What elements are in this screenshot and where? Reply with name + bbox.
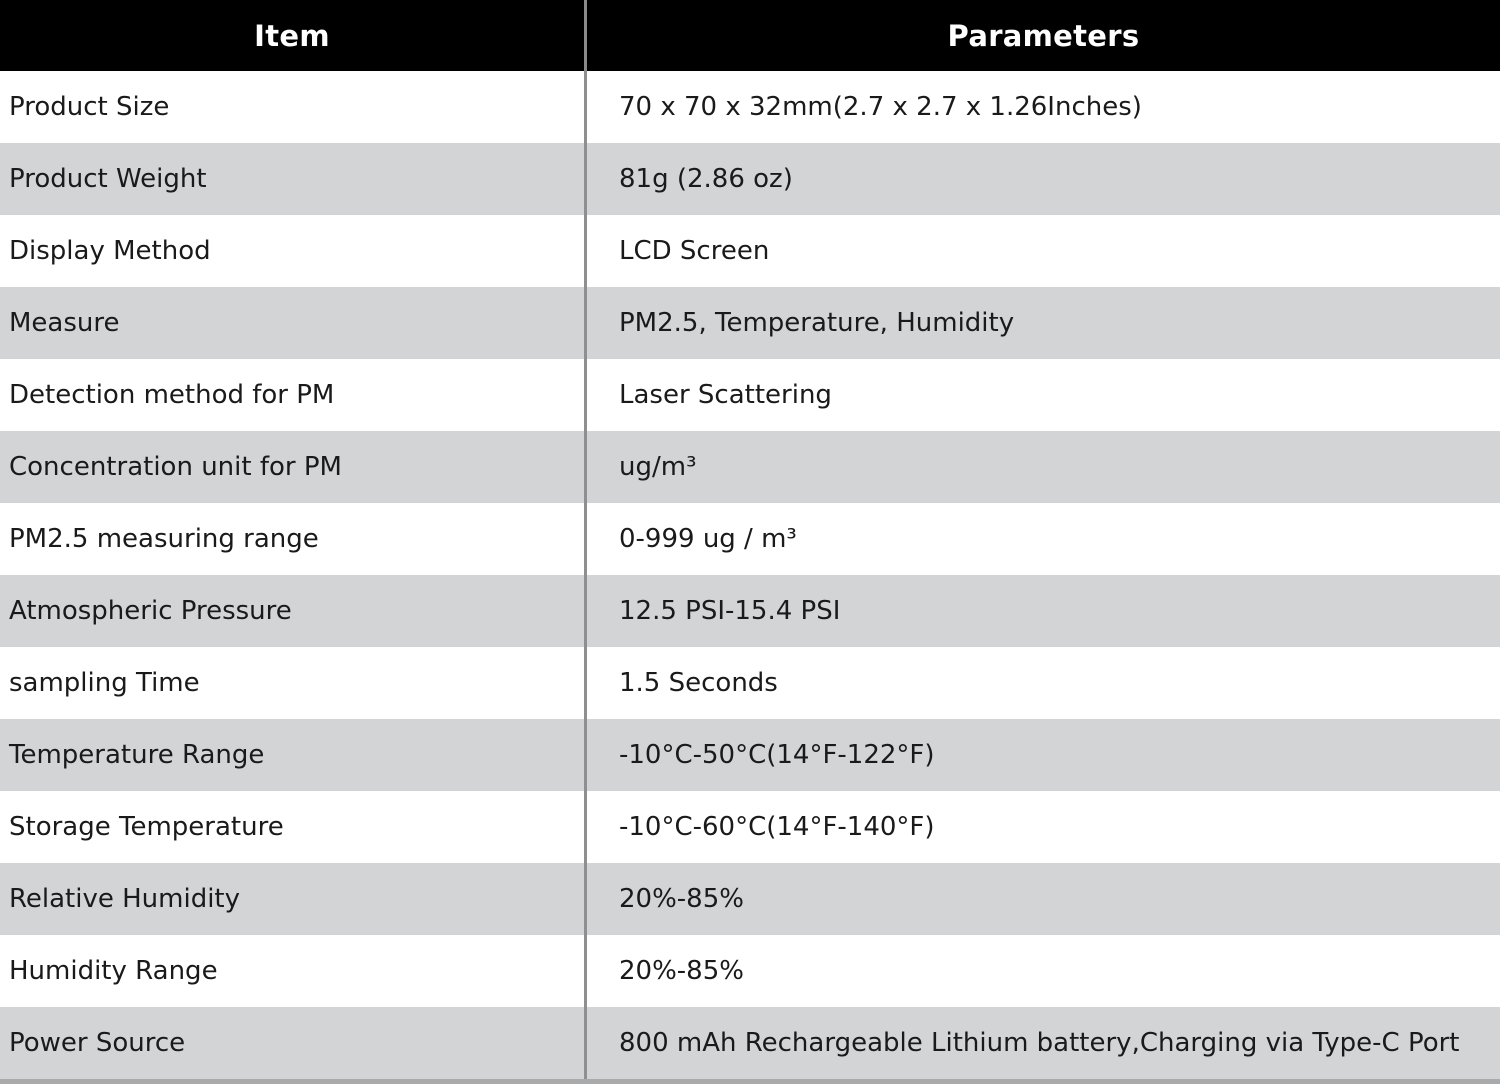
- table-header-row: [0, 0, 1500, 71]
- item-cell: Storage Temperature: [0, 791, 587, 863]
- item-cell: Relative Humidity: [0, 863, 587, 935]
- parameter-cell: -10°C-50°C(14°F-122°F): [619, 740, 935, 770]
- table-row: [0, 431, 1500, 503]
- parameter-cell: Laser Scattering: [619, 380, 832, 410]
- item-cell: Product Size: [0, 71, 587, 143]
- table-row: [0, 287, 1500, 359]
- item-cell: Measure: [0, 287, 587, 359]
- parameter-cell: 1.5 Seconds: [619, 668, 778, 698]
- item-cell: Atmospheric Pressure: [0, 575, 587, 647]
- item-cell: Power Source: [0, 1007, 587, 1079]
- item-cell: Concentration unit for PM: [0, 431, 587, 503]
- item-cell: PM2.5 measuring range: [0, 503, 587, 575]
- table-row: [0, 935, 1500, 1007]
- item-cell: sampling Time: [0, 647, 587, 719]
- parameter-cell: 0-999 ug / m³: [619, 524, 797, 554]
- table-row: [0, 71, 1500, 143]
- parameter-cell: 81g (2.86 oz): [619, 164, 793, 194]
- parameter-cell: PM2.5, Temperature, Humidity: [619, 308, 1015, 338]
- table-row: [0, 647, 1500, 719]
- table-row: [0, 143, 1500, 215]
- parameter-cell: -10°C-60°C(14°F-140°F): [619, 812, 935, 842]
- table-row: [0, 1007, 1500, 1079]
- parameter-cell: LCD Screen: [619, 236, 770, 266]
- item-column-header: Item: [0, 0, 587, 71]
- item-cell: Product Weight: [0, 143, 587, 215]
- table-row: [0, 575, 1500, 647]
- parameter-cell: 20%-85%: [619, 884, 744, 914]
- table-row: [0, 359, 1500, 431]
- table-row: [0, 719, 1500, 791]
- table-row: [0, 863, 1500, 935]
- table-bottom-border: [0, 1079, 1500, 1084]
- item-cell: Detection method for PM: [0, 359, 587, 431]
- item-cell: Temperature Range: [0, 719, 587, 791]
- parameter-cell: 70 x 70 x 32mm(2.7 x 2.7 x 1.26Inches): [619, 92, 1142, 122]
- table-row: [0, 791, 1500, 863]
- item-cell: Display Method: [0, 215, 587, 287]
- parameter-cell: 12.5 PSI-15.4 PSI: [619, 596, 841, 626]
- item-cell: Humidity Range: [0, 935, 587, 1007]
- parameter-cell: 800 mAh Rechargeable Lithium battery,Charging via Type-C Port: [619, 1028, 1460, 1058]
- parameter-cell: 20%-85%: [619, 956, 744, 986]
- parameters-column-header: Parameters: [947, 18, 1140, 53]
- table-row: [0, 503, 1500, 575]
- parameter-cell: ug/m³: [619, 452, 697, 482]
- table-row: [0, 215, 1500, 287]
